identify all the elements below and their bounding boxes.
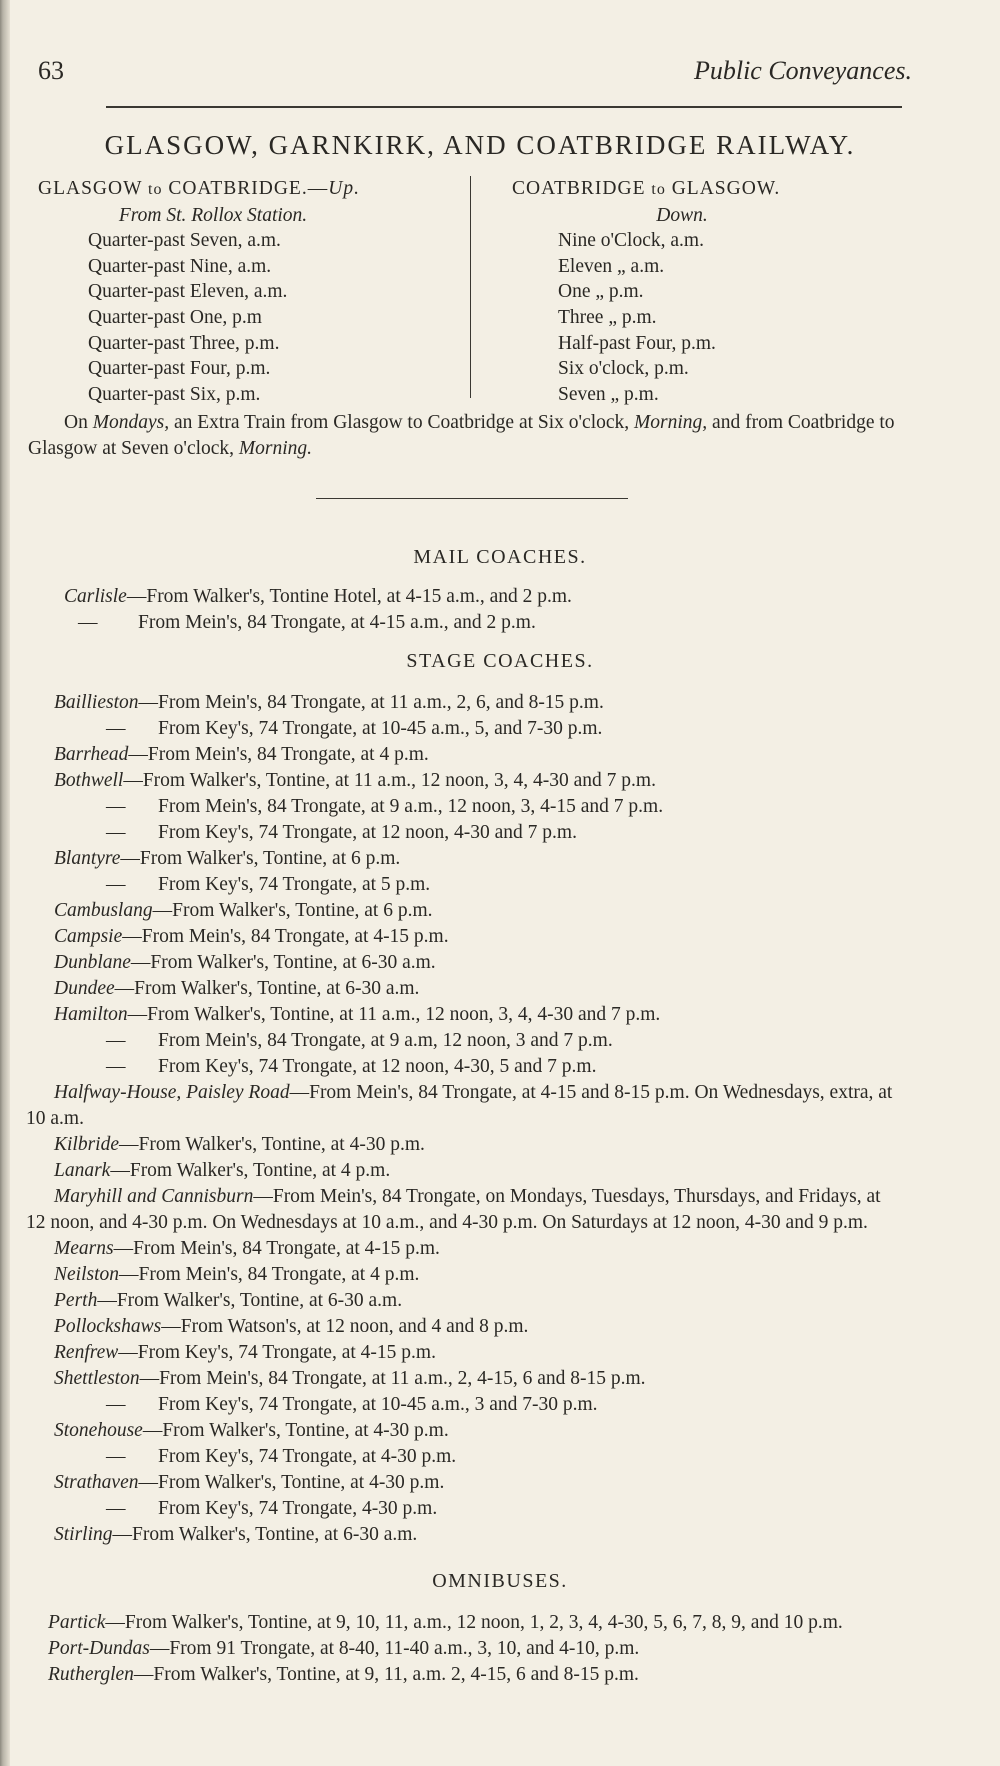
up-time: Quarter-past One, p.m bbox=[88, 306, 262, 328]
entry-text: —From Walker's, Tontine, at 6 p.m. bbox=[120, 848, 401, 869]
entry-text: —From Mein's, 84 Trongate, at 4-15 p.m. bbox=[113, 1238, 440, 1259]
stage-coaches-list bbox=[26, 690, 902, 1548]
entry-text: From Key's, 74 Trongate, at 10-45 a.m., 3 and 7-30 p.m. bbox=[158, 1394, 598, 1415]
place-name: Carlisle bbox=[64, 586, 127, 607]
note-italic: Morning, bbox=[634, 412, 708, 433]
up-column bbox=[38, 176, 458, 407]
list-item bbox=[26, 1288, 902, 1314]
page-number: 63 bbox=[38, 56, 64, 85]
down-time: Half-past Four, p.m. bbox=[558, 332, 716, 354]
entry-text: —From Walker's, Tontine, at 9, 11, a.m. 2, 4-15, 6 and 8-15 p.m. bbox=[133, 1664, 639, 1685]
entry-text: —From Mein's, 84 Trongate, at 4 p.m. bbox=[128, 744, 429, 765]
list-item bbox=[26, 1158, 902, 1184]
place-name: Dunblane bbox=[54, 952, 131, 973]
place-name: Campsie bbox=[54, 926, 123, 947]
entry-text: —From Walker's, Tontine, at 6 p.m. bbox=[152, 900, 433, 921]
entry-text: —From Walker's, Tontine, at 6-30 a.m. bbox=[97, 1290, 403, 1311]
entry-text: From Key's, 74 Trongate, at 12 noon, 4-30 and 7 p.m. bbox=[158, 822, 577, 843]
note-italic: Mondays, bbox=[92, 412, 170, 433]
railway-note bbox=[28, 410, 900, 462]
list-item bbox=[26, 1470, 902, 1496]
place-name: Renfrew bbox=[54, 1342, 119, 1363]
entry-text: —From Mein's, 84 Trongate, on Mondays, Tuesdays, Thursdays, and Fridays, at 12 noon, and 4-30 p.m. On Wednesdays at 10 a.m., and 4-30 p.m. On Saturdays at 12 noon, 4-30 and 9 p.m. bbox=[26, 1186, 881, 1233]
place-name: Lanark bbox=[54, 1160, 111, 1181]
running-head: Public Conveyances. bbox=[693, 56, 912, 85]
place-name: Mearns bbox=[54, 1238, 114, 1259]
down-times bbox=[512, 228, 912, 407]
note-text: On bbox=[64, 412, 93, 433]
header-rule bbox=[106, 106, 902, 108]
entry-text: —From Walker's, Tontine, at 4-30 p.m. bbox=[142, 1420, 449, 1441]
up-heading-direction: Up. bbox=[328, 178, 360, 199]
entry-text: —From Mein's, 84 Trongate, at 4-15 and 8-15 p.m. On Wednesdays, extra, at 10 a.m. bbox=[26, 1082, 893, 1129]
entry-text: —From Walker's, Tontine, at 6-30 a.m. bbox=[114, 978, 420, 999]
place-name: Shettleston bbox=[54, 1368, 140, 1389]
list-item bbox=[26, 794, 902, 820]
down-heading-dest: GLASGOW. bbox=[671, 178, 781, 199]
place-name: Baillieston bbox=[54, 692, 139, 713]
ditto-dash: — bbox=[106, 1446, 126, 1467]
up-heading-dest: COATBRIDGE.— bbox=[168, 178, 329, 199]
section-rule bbox=[316, 498, 628, 499]
list-item bbox=[26, 872, 902, 898]
entry-text: —From Walker's, Tontine Hotel, at 4-15 a.m., and 2 p.m. bbox=[126, 586, 572, 607]
entry-text: —From Key's, 74 Trongate, at 4-15 p.m. bbox=[118, 1342, 436, 1363]
up-time: Quarter-past Three, p.m. bbox=[88, 332, 280, 354]
note-text: and from Coatbridge to Glasgow at Seven o'clock, bbox=[28, 412, 895, 459]
list-item bbox=[26, 1262, 902, 1288]
note-italic: Morning. bbox=[238, 438, 313, 459]
place-name: Pollockshaws bbox=[54, 1316, 162, 1337]
place-name: Neilston bbox=[54, 1264, 120, 1285]
entry-text: —From Walker's, Tontine, at 11 a.m., 12 noon, 3, 4, 4-30 and 7 p.m. bbox=[123, 770, 656, 791]
entry-text: —From Mein's, 84 Trongate, at 11 a.m., 2, 4-15, 6 and 8-15 p.m. bbox=[139, 1368, 646, 1389]
down-subheading: Down. bbox=[656, 204, 708, 226]
place-name: Rutherglen bbox=[48, 1664, 134, 1685]
entry-text: From Key's, 74 Trongate, at 5 p.m. bbox=[158, 874, 431, 895]
list-item bbox=[26, 1132, 902, 1158]
running-header bbox=[28, 50, 912, 90]
place-name: Barrhead bbox=[54, 744, 129, 765]
list-item bbox=[36, 584, 916, 610]
down-heading bbox=[512, 176, 912, 203]
place-name: Dundee bbox=[54, 978, 115, 999]
place-name: Kilbride bbox=[54, 1134, 120, 1155]
down-heading-from: COATBRIDGE bbox=[512, 178, 646, 199]
entry-text: From Key's, 74 Trongate, 4-30 p.m. bbox=[158, 1498, 438, 1519]
up-heading-to: to bbox=[148, 181, 163, 198]
entry-text: From Mein's, 84 Trongate, at 4-15 a.m., and 2 p.m. bbox=[138, 612, 536, 633]
place-name: Strathaven bbox=[54, 1472, 139, 1493]
down-heading-to: to bbox=[651, 181, 666, 198]
up-time: Quarter-past Six, p.m. bbox=[88, 383, 261, 405]
list-item bbox=[26, 742, 902, 768]
entry-text: —From Walker's, Tontine, at 6-30 a.m. bbox=[112, 1524, 418, 1545]
list-item bbox=[26, 1054, 902, 1080]
ditto-dash: — bbox=[106, 1394, 126, 1415]
list-item bbox=[26, 1184, 902, 1236]
ditto-dash: — bbox=[106, 1030, 126, 1051]
entry-text: From Mein's, 84 Trongate, at 9 a.m, 12 noon, 3 and 7 p.m. bbox=[158, 1030, 613, 1051]
stage-coaches-heading: STAGE COACHES. bbox=[406, 650, 594, 672]
down-time: Seven „ p.m. bbox=[558, 383, 659, 405]
place-name: Maryhill and Cannisburn bbox=[54, 1186, 254, 1207]
list-item bbox=[26, 898, 902, 924]
up-time: Quarter-past Nine, a.m. bbox=[88, 255, 272, 277]
down-column bbox=[512, 176, 912, 407]
list-item bbox=[20, 1662, 904, 1688]
place-name: Perth bbox=[54, 1290, 98, 1311]
place-name: Halfway-House, Paisley Road bbox=[54, 1082, 290, 1103]
list-item bbox=[26, 1392, 902, 1418]
up-time: Quarter-past Seven, a.m. bbox=[88, 230, 281, 252]
entry-text: From Mein's, 84 Trongate, at 9 a.m., 12 noon, 3, 4-15 and 7 p.m. bbox=[158, 796, 664, 817]
ditto-dash: — bbox=[106, 718, 126, 739]
list-item bbox=[26, 1002, 902, 1028]
list-item bbox=[26, 1522, 902, 1548]
list-item bbox=[26, 1444, 902, 1470]
entry-text: —From Watson's, at 12 noon, and 4 and 8 p.m. bbox=[161, 1316, 529, 1337]
list-item bbox=[26, 690, 902, 716]
down-time: Six o'clock, p.m. bbox=[558, 358, 689, 380]
list-item bbox=[26, 1366, 902, 1392]
list-item bbox=[26, 924, 902, 950]
up-heading-from: GLASGOW bbox=[38, 178, 143, 199]
place-name: Port-Dundas bbox=[48, 1638, 150, 1659]
down-time: One „ p.m. bbox=[558, 281, 644, 303]
list-item bbox=[26, 768, 902, 794]
place-name: Cambuslang bbox=[54, 900, 153, 921]
list-item bbox=[36, 610, 916, 636]
up-time: Quarter-past Four, p.m. bbox=[88, 358, 271, 380]
omnibuses-list bbox=[20, 1610, 904, 1688]
entry-text: —From Walker's, Tontine, at 4-30 p.m. bbox=[119, 1134, 425, 1155]
entry-text: —From Mein's, 84 Trongate, at 4 p.m. bbox=[119, 1264, 420, 1285]
list-item bbox=[26, 1418, 902, 1444]
list-item bbox=[26, 976, 902, 1002]
list-item bbox=[26, 846, 902, 872]
list-item bbox=[26, 1236, 902, 1262]
place-name: Stonehouse bbox=[54, 1420, 143, 1441]
place-name: Bothwell bbox=[54, 770, 124, 791]
ditto-dash: — bbox=[106, 1498, 126, 1519]
entry-text: —From Walker's, Tontine, at 11 a.m., 12 noon, 3, 4, 4-30 and 7 p.m. bbox=[127, 1004, 661, 1025]
entry-text: —From 91 Trongate, at 8-40, 11-40 a.m., 3, 10, and 4-10, p.m. bbox=[149, 1638, 640, 1659]
up-times bbox=[38, 228, 458, 407]
list-item bbox=[26, 1028, 902, 1054]
mail-coaches-heading: MAIL COACHES. bbox=[413, 546, 587, 568]
list-item bbox=[26, 1080, 902, 1132]
list-item bbox=[26, 820, 902, 846]
entry-text: —From Mein's, 84 Trongate, at 4-15 p.m. bbox=[122, 926, 449, 947]
list-item bbox=[26, 716, 902, 742]
entry-text: —From Mein's, 84 Trongate, at 11 a.m., 2, 6, and 8-15 p.m. bbox=[138, 692, 604, 713]
list-item bbox=[26, 1496, 902, 1522]
ditto-dash: — bbox=[106, 874, 126, 895]
ditto-dash: — bbox=[106, 796, 126, 817]
list-item bbox=[20, 1610, 904, 1636]
place-name: Stirling bbox=[54, 1524, 113, 1545]
place-name: Blantyre bbox=[54, 848, 121, 869]
down-time: Eleven „ a.m. bbox=[558, 255, 665, 277]
list-item bbox=[26, 950, 902, 976]
entry-text: From Key's, 74 Trongate, at 4-30 p.m. bbox=[158, 1446, 457, 1467]
up-subheading: From St. Rollox Station. bbox=[118, 204, 308, 226]
up-heading bbox=[38, 176, 458, 203]
down-time: Nine o'Clock, a.m. bbox=[558, 230, 704, 252]
down-time: Three „ p.m. bbox=[558, 306, 657, 328]
entry-text: —From Walker's, Tontine, at 4-30 p.m. bbox=[138, 1472, 445, 1493]
place-name: Partick bbox=[48, 1612, 106, 1633]
ditto-dash: — bbox=[106, 822, 126, 843]
railway-title: GLASGOW, GARNKIRK, AND COATBRIDGE RAILWAY. bbox=[104, 130, 856, 160]
up-time: Quarter-past Eleven, a.m. bbox=[88, 281, 288, 303]
column-divider bbox=[470, 176, 471, 398]
entry-text: From Key's, 74 Trongate, at 12 noon, 4-30, 5 and 7 p.m. bbox=[158, 1056, 597, 1077]
entry-text: —From Walker's, Tontine, at 4 p.m. bbox=[110, 1160, 391, 1181]
place-name: Hamilton bbox=[54, 1004, 128, 1025]
ditto-dash: — bbox=[78, 612, 98, 633]
omnibuses-heading: OMNIBUSES. bbox=[432, 1570, 568, 1592]
mail-coaches-list bbox=[36, 584, 916, 636]
entry-text: —From Walker's, Tontine, at 9, 10, 11, a.m., 12 noon, 1, 2, 3, 4, 4-30, 5, 6, 7, 8, 9, and 10 p.m. bbox=[105, 1612, 843, 1633]
note-text: an Extra Train from Glasgow to Coatbridge at Six o'clock, bbox=[169, 412, 635, 433]
entry-text: From Key's, 74 Trongate, at 10-45 a.m., 5, and 7-30 p.m. bbox=[158, 718, 603, 739]
list-item bbox=[26, 1314, 902, 1340]
ditto-dash: — bbox=[106, 1056, 126, 1077]
list-item bbox=[26, 1340, 902, 1366]
list-item bbox=[20, 1636, 904, 1662]
entry-text: —From Walker's, Tontine, at 6-30 a.m. bbox=[130, 952, 436, 973]
